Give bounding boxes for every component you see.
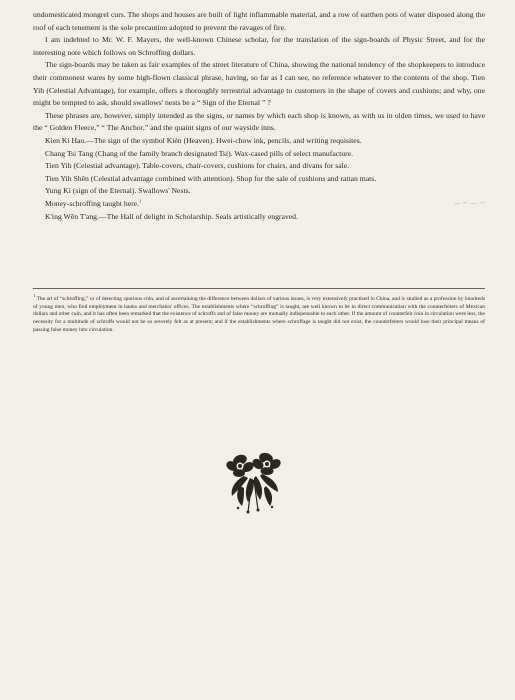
paragraph-sign-boards: The sign-boards may be taken as fair examples of the street literature of China, showing the national tendency of the shopkeepers to introduce their commonest wares by some high-flown classical phrase, having, so far as I can see, no reference whatever to the contents of the shop. Tien Yih (Celestial Advantage), for example, offers a thoroughly terrestrial advantage to customers in the shape of covers and cushions; and why, one might be tempted to ask, should swallows' nests be a “ Sign of the Eternal ” ? <box>33 60 485 108</box>
footnote-rule <box>33 288 485 289</box>
main-text <box>33 9 485 223</box>
sign-item: Yung Ki (sign of the Eternal). Swallows' Nests. <box>45 186 191 196</box>
sign-item: Kien Ki Hao.—The sign of the symbol Kién (Heaven). Hwei-chow ink, pencils, and writing requisites. <box>45 135 362 145</box>
footnote-text: The art of “schroffing,” or of detecting spurious coin, and of ascertaining the difference between dollars of various issues, is very extensively practised in China, and is studied as a profession by hundreds of young men, who find employment in banks and merchants' offices. The establishments where “schroffing” is taught, are well known to be in direct communication with the counterfeiters of Mexican dollars and other coin, and it has often been remarked that the existence of schroffs and of false money are mutually indispensable to each other. If the amount of counterfeit coin in circulation were less, the necessity for a multitude of schroffs would not be so severely felt as at present; and if the establishments where schroffage is taught did not exist, the counterfeiters would lose their principal means of passing false money into circulation. <box>33 296 485 333</box>
floral-ornament-icon <box>218 446 290 518</box>
sign-item: Chang Tsi Tang (Chang of the family branch designated Tsi). Wax-cased pills of select manufacture. <box>45 148 354 158</box>
sign-item-text: Money-schroffing taught here. <box>45 198 140 208</box>
footnote-reference: 1 <box>139 198 142 204</box>
footnote-marker: 1 <box>33 293 36 299</box>
footnote <box>33 293 485 335</box>
sign-item: K'ing Wên T'ang.—The Hall of delight in Scholarship. Seals artistically engraved. <box>45 211 298 221</box>
sign-item <box>33 198 485 211</box>
sign-item: Tien Yih Shên (Celestial advantage combined with attention). Shop for the sale of cushions and rattan mats. <box>45 173 377 183</box>
paragraph-acknowledgement: I am indebted to Mr. W. F. Mayers, the well-known Chinese scholar, for the translation of the sign-boards of Physic Street, and for the interesting note which follows on Schroffing dollars. <box>33 35 485 57</box>
paper-specks <box>452 200 492 210</box>
paragraph-phrases: These phrases are, however, simply intended as the signs, or names by which each shop is known, as with us in olden times, we used to have the “ Golden Fleece,” “ The Anchor,” and the quaint signs of our wayside inns. <box>33 110 485 133</box>
paragraph-continuation: undomesticated mongrel curs. The shops and houses are built of light inflammable material, and a row of earthen pots of water disposed along the roof of each tenement is the sole precaution adopted to prevent the ravages of fire. <box>33 10 485 32</box>
sign-item: Tien Yih (Celestial advantage). Table-covers, chair-covers, cushions for chairs, and divans for sale. <box>45 161 350 171</box>
footnote-paragraph <box>33 293 485 335</box>
sign-list <box>33 135 485 223</box>
